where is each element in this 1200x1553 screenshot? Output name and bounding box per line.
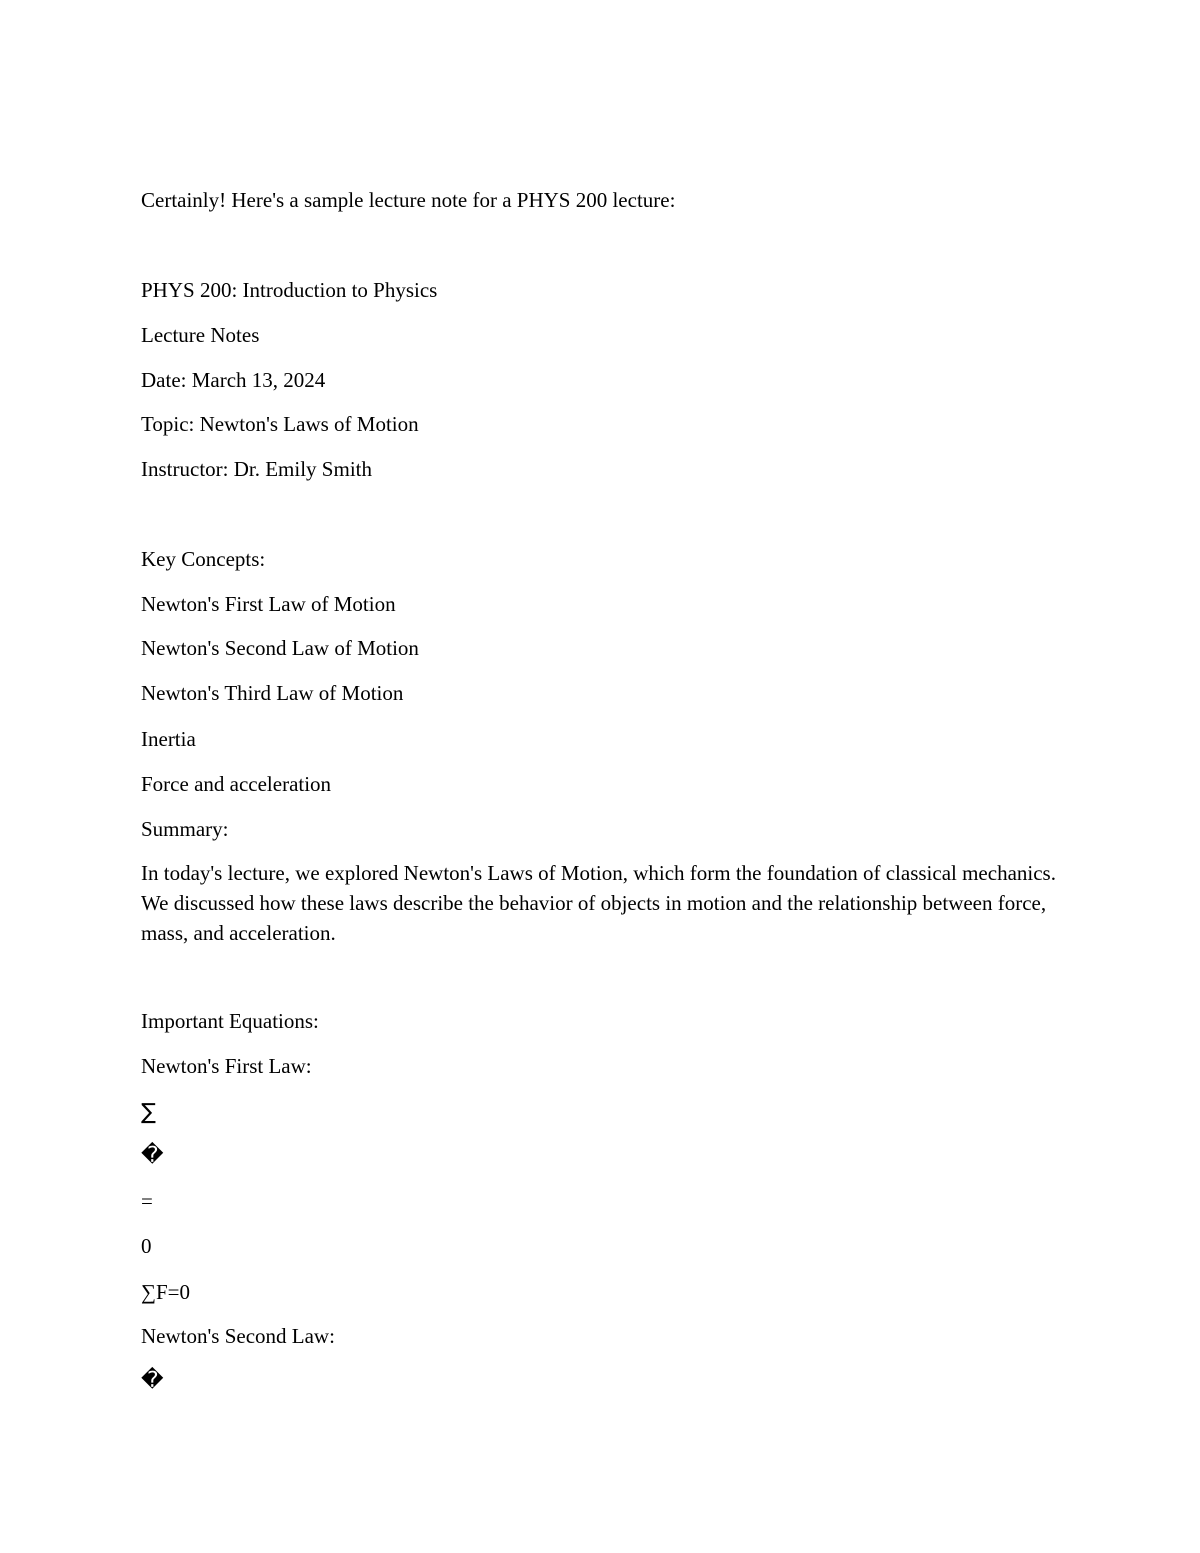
- second-law-label: Newton's Second Law:: [141, 1324, 335, 1348]
- equation-fragment: 0: [141, 1234, 152, 1258]
- summary-text: In today's lecture, we explored Newton's Laws of Motion, which form the foundation of classical mechanics. We discussed how these laws describe the behavior of objects in motion and the relationship between force, mass, and acceleration.: [141, 861, 1056, 945]
- key-concept-item: Inertia: [141, 727, 196, 751]
- summary-heading: Summary:: [141, 817, 229, 841]
- key-concept-item: Force and acceleration: [141, 772, 332, 796]
- equation-fragment: =: [141, 1189, 153, 1213]
- key-concepts-heading: Key Concepts:: [141, 547, 266, 571]
- equations-heading: Important Equations:: [141, 1009, 319, 1033]
- lecture-topic: Topic: Newton's Laws of Motion: [141, 412, 419, 436]
- lecture-instructor: Instructor: Dr. Emily Smith: [141, 457, 372, 481]
- lecture-date: Date: March 13, 2024: [141, 368, 326, 392]
- first-law-equation: ∑F=0: [141, 1280, 190, 1304]
- first-law-label: Newton's First Law:: [141, 1054, 312, 1078]
- key-concept-item: Newton's First Law of Motion: [141, 592, 396, 616]
- key-concept-item: Newton's Third Law of Motion: [141, 681, 404, 705]
- equation-fragment: �: [141, 1368, 164, 1393]
- intro-line: Certainly! Here's a sample lecture note for a PHYS 200 lecture:: [141, 188, 676, 212]
- equation-fragment: ∑: [141, 1100, 156, 1125]
- course-title: PHYS 200: Introduction to Physics: [141, 278, 438, 302]
- key-concept-item: Newton's Second Law of Motion: [141, 636, 419, 660]
- doc-type: Lecture Notes: [141, 323, 260, 347]
- equation-fragment: �: [141, 1143, 164, 1168]
